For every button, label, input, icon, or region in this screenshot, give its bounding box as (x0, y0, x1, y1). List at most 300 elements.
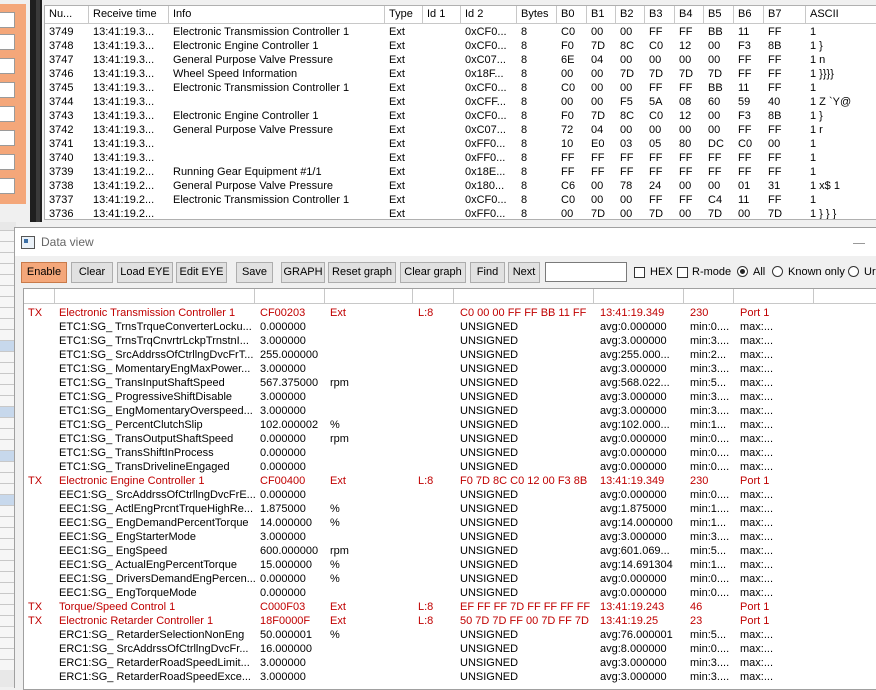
cell-max: max:... (740, 489, 774, 501)
table-cell: 1 }}}} (810, 68, 834, 80)
table-cell: 00 (649, 54, 662, 66)
column-header[interactable] (55, 289, 255, 303)
cell-data: 50 7D 7D FF 00 7D FF 7D (460, 615, 589, 627)
table-cell: 3746 (49, 68, 74, 80)
table-cell: FF (768, 152, 782, 164)
cell-enc: UNSIGNED (460, 559, 519, 571)
signal-row[interactable] (24, 642, 876, 656)
table-row[interactable] (45, 123, 876, 137)
signal-row[interactable] (24, 558, 876, 572)
cell-max: max:... (740, 391, 774, 403)
cell-max: max:... (740, 405, 774, 417)
table-cell: 3739 (49, 166, 74, 178)
table-cell: 1 x$ 1 (810, 180, 840, 192)
cell-value: 102.000002 (260, 419, 319, 431)
side-list-row[interactable] (0, 637, 14, 648)
clear-graph-button[interactable]: Clear graph (400, 262, 466, 283)
cell-value: 3.000000 (260, 405, 306, 417)
side-button[interactable] (0, 154, 15, 170)
signal-grid[interactable] (23, 288, 876, 690)
table-cell: 00 (620, 208, 633, 220)
signal-row[interactable] (24, 460, 876, 474)
cell-avg: avg:0.000000 (600, 489, 667, 501)
table-cell: 7D (708, 68, 723, 80)
table-row[interactable] (45, 165, 876, 179)
column-header[interactable]: B7 (764, 6, 806, 23)
signal-row[interactable] (24, 334, 876, 348)
table-cell: Electronic Engine Controller 1 (173, 110, 319, 122)
signal-row[interactable] (24, 670, 876, 684)
table-cell: FF (620, 166, 634, 178)
table-cell: Ext (389, 194, 405, 206)
side-list-row[interactable] (0, 604, 14, 615)
unknown-radio[interactable] (848, 266, 859, 277)
cell-max: max:... (740, 587, 774, 599)
column-header[interactable] (684, 289, 734, 303)
cell-name: ETC1:SG_ TrnsTrqueConverterLocku... (59, 321, 252, 333)
column-header[interactable]: Info (169, 6, 385, 23)
cell-unit: rpm (330, 377, 349, 389)
signal-row[interactable] (24, 376, 876, 390)
cell-dir: TX (28, 475, 43, 487)
cell-dir: TX (28, 601, 43, 613)
table-cell: 7D (708, 208, 723, 220)
table-cell: 3743 (49, 110, 74, 122)
table-cell: 13:41:19.3... (93, 138, 155, 150)
cell-min: min:5... (690, 377, 727, 389)
cell-name: EEC1:SG_ DriversDemandEngPercen... (59, 573, 256, 585)
table-cell: 0xCF0... (465, 82, 507, 94)
message-row[interactable] (24, 306, 876, 320)
cell-name: Electronic Retarder Controller 1 (59, 615, 214, 627)
table-cell: 1 (810, 26, 817, 38)
side-list-row[interactable] (0, 296, 14, 307)
table-cell: DC (708, 138, 724, 150)
column-header[interactable] (24, 289, 55, 303)
table-cell: 40 (768, 96, 781, 108)
unknown-label: Ur (864, 266, 876, 278)
side-list-row[interactable] (0, 351, 14, 362)
cell-min: min:3.... (690, 335, 730, 347)
table-cell (423, 207, 461, 220)
all-radio[interactable] (737, 266, 748, 277)
graph-button[interactable]: GRAPH (281, 262, 325, 283)
save-button[interactable]: Save (236, 262, 273, 283)
table-cell: FF (679, 166, 693, 178)
cell-id: CF00203 (260, 307, 306, 319)
cell-enc: UNSIGNED (460, 629, 519, 641)
cell-value: 3.000000 (260, 671, 306, 683)
cell-value: 15.000000 (260, 559, 312, 571)
column-header[interactable]: Id 1 (423, 6, 461, 23)
table-row[interactable] (45, 81, 876, 95)
table-cell: 3744 (49, 96, 74, 108)
table-cell: 6E (561, 54, 575, 66)
signal-row[interactable] (24, 544, 876, 558)
cell-len: L:8 (418, 475, 434, 487)
side-list-row[interactable] (0, 318, 14, 329)
side-list-row[interactable] (0, 439, 14, 450)
table-cell: 3736 (49, 208, 74, 220)
table-cell: General Purpose Valve Pressure (173, 124, 333, 136)
signal-row[interactable] (24, 516, 876, 530)
side-list-row[interactable] (0, 648, 14, 659)
table-cell: 0xCFF... (465, 96, 506, 108)
cell-port: Port 1 (740, 307, 770, 319)
signal-row[interactable] (24, 404, 876, 418)
table-row[interactable] (45, 39, 876, 53)
column-header[interactable]: Nu... (45, 6, 89, 23)
column-header[interactable] (454, 289, 594, 303)
table-cell: 04 (591, 54, 604, 66)
table-cell: 59 (738, 96, 751, 108)
known-only-radio[interactable] (772, 266, 783, 277)
message-grid[interactable] (44, 5, 876, 220)
side-list-row[interactable] (0, 230, 14, 241)
table-cell: Ext (389, 124, 405, 136)
all-label: All (753, 266, 766, 278)
side-button[interactable] (0, 178, 15, 194)
side-list-row[interactable] (0, 549, 14, 560)
cell-port: Port 1 (740, 615, 770, 627)
table-cell: 11 (738, 26, 750, 38)
side-list-row[interactable] (0, 406, 14, 417)
side-button[interactable] (0, 130, 15, 146)
table-row[interactable] (45, 109, 876, 123)
side-list-row[interactable] (0, 340, 14, 351)
cell-min: min:5... (690, 629, 727, 641)
cell-count: 230 (690, 307, 709, 319)
table-cell: 1 } (810, 110, 823, 122)
side-list-row[interactable] (0, 626, 14, 637)
cell-name: Electronic Transmission Controller 1 (59, 307, 236, 319)
column-header[interactable]: Type (385, 6, 423, 23)
signal-row[interactable] (24, 418, 876, 432)
cell-unit: % (330, 419, 340, 431)
find-input[interactable] (545, 262, 627, 282)
table-cell: 13:41:19.3... (93, 82, 155, 94)
clear-button[interactable]: Clear (71, 262, 113, 283)
table-cell: FF (738, 124, 752, 136)
signal-row[interactable] (24, 586, 876, 600)
table-cell: 1 } } } (810, 208, 837, 220)
table-cell: 03 (620, 138, 633, 150)
side-button[interactable] (0, 34, 15, 50)
side-list-row[interactable] (0, 505, 14, 516)
cell-name: ETC1:SG_ TrnsTrqCnvrtrLckpTrnstnI... (59, 335, 249, 347)
cell-max: max:... (740, 419, 774, 431)
table-cell: FF (738, 68, 752, 80)
table-row[interactable] (45, 151, 876, 165)
cell-min: min:3.... (690, 657, 730, 669)
side-list-row[interactable] (0, 483, 14, 494)
cell-enc: UNSIGNED (460, 671, 519, 683)
rmode-checkbox[interactable] (677, 267, 688, 278)
table-cell: 8 (521, 82, 528, 94)
side-list-row[interactable] (0, 329, 14, 340)
table-row[interactable] (45, 137, 876, 151)
side-list-row[interactable] (0, 417, 14, 428)
cell-avg: avg:0.000000 (600, 587, 667, 599)
cell-max: max:... (740, 335, 774, 347)
cell-enc: UNSIGNED (460, 405, 519, 417)
column-header[interactable]: Bytes (517, 6, 557, 23)
table-cell: F3 (738, 40, 751, 52)
table-cell: Electronic Transmission Controller 1 (173, 82, 350, 94)
message-row[interactable] (24, 600, 876, 614)
signal-row[interactable] (24, 530, 876, 544)
side-list-row[interactable] (0, 428, 14, 439)
side-list-row[interactable] (0, 571, 14, 582)
data-view-titlebar[interactable] (15, 228, 876, 256)
table-cell: Ext (389, 40, 405, 52)
signal-row[interactable] (24, 348, 876, 362)
signal-row[interactable] (24, 502, 876, 516)
cell-enc: UNSIGNED (460, 657, 519, 669)
side-list-row[interactable] (0, 395, 14, 406)
table-cell: 8 (521, 208, 528, 220)
signal-row[interactable] (24, 656, 876, 670)
table-cell: 00 (620, 54, 633, 66)
cell-unit: % (330, 503, 340, 515)
side-list-row[interactable] (0, 472, 14, 483)
column-header[interactable] (255, 289, 325, 303)
table-cell (423, 123, 461, 137)
table-cell: F5 (620, 96, 633, 108)
table-cell: C0 (561, 194, 576, 206)
table-cell: 3747 (49, 54, 74, 66)
table-cell (423, 95, 461, 109)
table-row[interactable] (45, 179, 876, 193)
cell-min: min:1... (690, 517, 727, 529)
message-grid-header (45, 6, 876, 24)
cell-name: ETC1:SG_ EngMomentaryOverspeed... (59, 405, 253, 417)
signal-row[interactable] (24, 320, 876, 334)
message-row[interactable] (24, 474, 876, 488)
cell-avg: avg:14.691304 (600, 559, 673, 571)
table-cell (169, 137, 385, 151)
table-cell: 31 (768, 180, 781, 192)
side-list-row[interactable] (0, 285, 14, 296)
side-list-row[interactable] (0, 384, 14, 395)
cell-count: 46 (690, 601, 703, 613)
side-button[interactable] (0, 82, 15, 98)
data-view-toolbar (15, 260, 876, 286)
table-cell: 8 (521, 96, 528, 108)
cell-max: max:... (740, 643, 774, 655)
side-list-row[interactable] (0, 659, 14, 670)
cell-min: min:1... (690, 559, 727, 571)
table-cell (423, 151, 461, 165)
signal-row[interactable] (24, 362, 876, 376)
side-list-row[interactable] (0, 582, 14, 593)
cell-max: max:... (740, 545, 774, 557)
signal-row[interactable] (24, 446, 876, 460)
side-list-row[interactable] (0, 494, 14, 505)
column-header[interactable]: B2 (616, 6, 645, 23)
cell-id: CF00400 (260, 475, 306, 487)
cell-unit: rpm (330, 545, 349, 557)
table-cell (423, 25, 461, 39)
column-header[interactable]: B3 (645, 6, 675, 23)
cell-enc: UNSIGNED (460, 517, 519, 529)
side-list-row[interactable] (0, 450, 14, 461)
cell-enc: UNSIGNED (460, 391, 519, 403)
cell-enc: UNSIGNED (460, 461, 519, 473)
table-cell: C0 (649, 110, 664, 122)
side-list-row[interactable] (0, 362, 14, 373)
signal-row[interactable] (24, 572, 876, 586)
column-header[interactable] (594, 289, 684, 303)
column-header[interactable]: B4 (675, 6, 704, 23)
table-cell: 0xCF0... (465, 194, 507, 206)
side-list-row[interactable] (0, 252, 14, 263)
cell-name: Torque/Speed Control 1 (59, 601, 176, 613)
side-list-row[interactable] (0, 527, 14, 538)
column-header[interactable]: B6 (734, 6, 764, 23)
minimize-icon[interactable] (853, 243, 865, 244)
cell-port: Port 1 (740, 475, 770, 487)
table-cell (423, 67, 461, 81)
side-list-row[interactable] (0, 263, 14, 274)
side-list-row[interactable] (0, 241, 14, 252)
side-list-row[interactable] (0, 373, 14, 384)
table-cell: 00 (591, 68, 604, 80)
table-cell: 04 (591, 124, 604, 136)
table-cell: FF (649, 152, 663, 164)
table-cell: Ext (389, 54, 405, 66)
column-header[interactable] (325, 289, 413, 303)
table-cell: 8B (768, 40, 782, 52)
cell-min: min:1.... (690, 503, 730, 515)
cell-max: max:... (740, 517, 774, 529)
load-eye-button[interactable]: Load EYE (117, 262, 173, 283)
table-cell: 13:41:19.3... (93, 110, 155, 122)
cell-min: min:3.... (690, 363, 730, 375)
cell-value: 3.000000 (260, 335, 306, 347)
column-header[interactable]: Id 2 (461, 6, 517, 23)
column-header[interactable]: Receive time (89, 6, 169, 23)
table-cell: FF (591, 152, 605, 164)
table-cell: 13:41:19.2... (93, 208, 155, 220)
edit-eye-button[interactable]: Edit EYE (176, 262, 227, 283)
cell-enc: UNSIGNED (460, 335, 519, 347)
signal-row[interactable] (24, 432, 876, 446)
signal-row[interactable] (24, 628, 876, 642)
cell-avg: avg:0.000000 (600, 433, 667, 445)
side-list-row[interactable] (0, 516, 14, 527)
splitter-edge (36, 0, 40, 222)
column-header[interactable]: ASCII (806, 6, 876, 23)
side-list-row[interactable] (0, 461, 14, 472)
table-cell: 00 (561, 208, 574, 220)
message-row[interactable] (24, 614, 876, 628)
table-cell: FF (768, 194, 782, 206)
cell-value: 0.000000 (260, 447, 306, 459)
table-cell: FF (649, 82, 663, 94)
table-cell: 1 (810, 194, 817, 206)
table-row[interactable] (45, 67, 876, 81)
table-cell: General Purpose Valve Pressure (173, 180, 333, 192)
cell-enc: UNSIGNED (460, 377, 519, 389)
table-row[interactable] (45, 25, 876, 39)
table-cell: 7D (679, 68, 694, 80)
column-header[interactable] (734, 289, 814, 303)
table-cell: 0xC07... (465, 54, 506, 66)
side-button[interactable] (0, 58, 15, 74)
side-list-row[interactable] (0, 274, 14, 285)
column-header[interactable] (413, 289, 454, 303)
side-button[interactable] (0, 106, 15, 122)
side-list-row[interactable] (0, 307, 14, 318)
side-button[interactable] (0, 12, 15, 28)
cell-avg: avg:0.000000 (600, 461, 667, 473)
side-list-row[interactable] (0, 593, 14, 604)
table-cell: Electronic Engine Controller 1 (173, 40, 319, 52)
hex-checkbox[interactable] (634, 267, 645, 278)
table-cell: 00 (561, 68, 574, 80)
cell-enc: UNSIGNED (460, 447, 519, 459)
table-cell: BB (708, 82, 723, 94)
signal-row[interactable] (24, 390, 876, 404)
table-cell: 10 (561, 138, 574, 150)
cell-time: 13:41:19.349 (600, 307, 665, 319)
next-button[interactable]: Next (508, 262, 540, 283)
enable-button[interactable]: Enable (21, 262, 67, 283)
table-row[interactable] (45, 207, 876, 220)
table-cell: 11 (738, 82, 750, 94)
side-list-row[interactable] (0, 560, 14, 571)
cell-min: min:0.... (690, 447, 730, 459)
cell-dir: TX (28, 615, 43, 627)
cell-min: min:3.... (690, 671, 730, 683)
table-row[interactable] (45, 193, 876, 207)
cell-unit: rpm (330, 433, 349, 445)
cell-value: 567.375000 (260, 377, 319, 389)
signal-row[interactable] (24, 488, 876, 502)
cell-type: Ext (330, 601, 346, 613)
table-cell: 1 } (810, 40, 823, 52)
cell-count: 23 (690, 615, 703, 627)
cell-name: EEC1:SG_ EngSpeed (59, 545, 168, 557)
cell-name: EEC1:SG_ ActualEngPercentTorque (59, 559, 237, 571)
cell-avg: avg:8.000000 (600, 643, 667, 655)
table-row[interactable] (45, 53, 876, 67)
table-cell: Running Gear Equipment #1/1 (173, 166, 322, 178)
cell-avg: avg:0.000000 (600, 321, 667, 333)
cell-name: ERC1:SG_ RetarderSelectionNonEng (59, 629, 245, 641)
side-list-row[interactable] (0, 538, 14, 549)
cell-value: 50.000001 (260, 629, 312, 641)
column-header[interactable]: B1 (587, 6, 616, 23)
column-header[interactable]: B5 (704, 6, 734, 23)
side-list-row[interactable] (0, 615, 14, 626)
cell-value: 3.000000 (260, 531, 306, 543)
cell-unit: % (330, 573, 340, 585)
cell-value: 0.000000 (260, 587, 306, 599)
table-cell: FF (649, 26, 663, 38)
cell-type: Ext (330, 475, 346, 487)
find-button[interactable]: Find (470, 262, 505, 283)
table-cell: 8 (521, 124, 528, 136)
table-cell: 00 (708, 40, 721, 52)
table-cell: 1 (810, 152, 817, 164)
column-header[interactable]: B0 (557, 6, 587, 23)
cell-max: max:... (740, 363, 774, 375)
reset-graph-button[interactable]: Reset graph (328, 262, 396, 283)
table-cell: 3742 (49, 124, 74, 136)
table-row[interactable] (45, 95, 876, 109)
